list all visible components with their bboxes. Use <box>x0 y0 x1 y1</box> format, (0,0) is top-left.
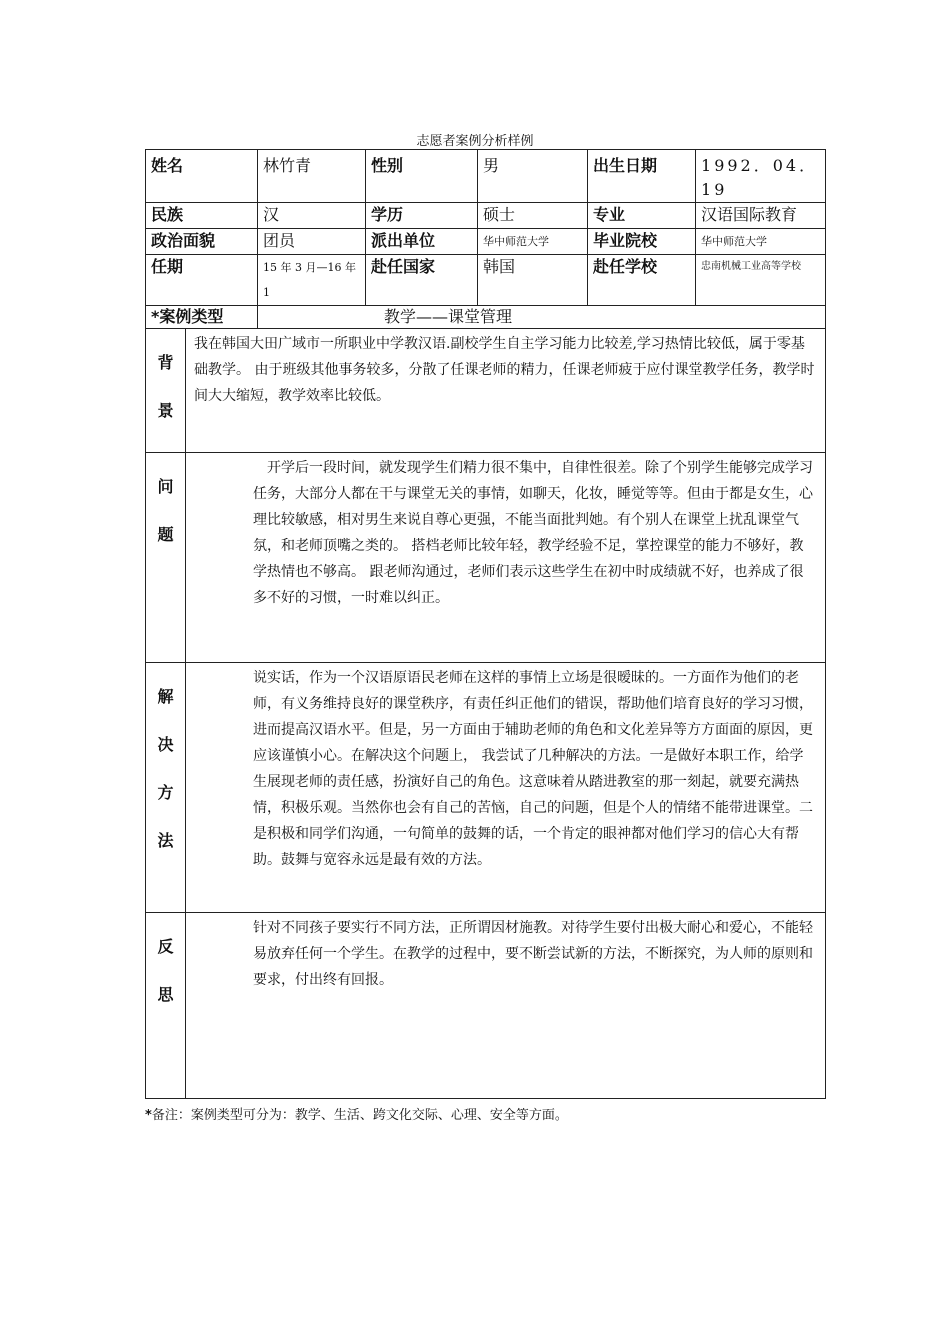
term-label: 任期 <box>146 255 258 306</box>
name-value: 林竹青 <box>258 150 366 203</box>
dispatch-value: 华中师范大学 <box>478 229 588 255</box>
solution-char-2: 决 <box>157 735 174 754</box>
grad-value: 华中师范大学 <box>696 229 826 255</box>
section-reflection <box>146 913 826 1099</box>
case-type-label: *案例类型 <box>146 306 258 329</box>
ethnic-label: 民族 <box>146 203 258 229</box>
section-problem <box>146 453 826 663</box>
dispatch-label: 派出单位 <box>366 229 478 255</box>
page-title: 志愿者案例分析样例 <box>416 134 534 149</box>
section-solution <box>146 663 826 913</box>
ethnic-value: 汉 <box>258 203 366 229</box>
row-name <box>146 150 826 203</box>
row-term <box>146 255 826 306</box>
footnote-text: 备注：案例类型可分为：教学、生活、跨文化交际、心理、安全等方面。 <box>151 1108 568 1123</box>
name-label: 姓名 <box>146 150 258 203</box>
background-text: 我在韩国大田广域市一所职业中学教汉语.副校学生自主学习能力比较差,学习热情比较低，属于零基础教学。 由于班级其他事务较多，分散了任课老师的精力，任课老师疲于应付课堂教学任务，教学时间大大缩短，教学效率比较低。 <box>186 329 826 453</box>
problem-char-1: 问 <box>157 477 174 496</box>
row-case-type <box>146 306 826 329</box>
reflection-heading <box>146 913 186 1099</box>
row-political <box>146 229 826 255</box>
problem-char-2: 题 <box>157 525 174 544</box>
degree-label: 学历 <box>366 203 478 229</box>
footnote-star: * <box>145 1108 152 1123</box>
reflection-text: 针对不同孩子要实行不同方法，正所谓因材施教。对待学生要付出极大耐心和爱心，不能轻易放弃任何一个学生。在教学的过程中，要不断尝试新的方法，不断探究，为人师的原则和要求，付出终有回报。 <box>186 913 826 1099</box>
problem-text: 开学后一段时间，就发现学生们精力很不集中，自律性很差。除了个别学生能够完成学习任务，大部分人都在干与课堂无关的事情，如聊天，化妆，睡觉等等。但由于都是女生，心理比较敏感，相对男生来说自尊心更强，不能当面批判她。有个别人在课堂上扰乱课堂气氛，和老师顶嘴之类的。 搭档老师比较年轻，教学经验不足，掌控课堂的能力不够好，教学热情也不够高。 跟老师沟通过，老师们表示这些学生在初中时成绩就不好，也养成了很多不好的习惯，一时难以纠正。 <box>186 453 826 663</box>
major-value: 汉语国际教育 <box>696 203 826 229</box>
case-form-table <box>145 149 826 1099</box>
background-char-1: 背 <box>157 353 174 372</box>
school-value: 忠南机械工业高等学校 <box>696 255 826 306</box>
background-heading <box>146 329 186 453</box>
section-background <box>146 329 826 453</box>
country-value: 韩国 <box>478 255 588 306</box>
political-label: 政治面貌 <box>146 229 258 255</box>
birth-label: 出生日期 <box>588 150 696 203</box>
gender-value: 男 <box>478 150 588 203</box>
case-type-value: 教学——课堂管理 <box>258 306 826 329</box>
solution-char-4: 法 <box>157 831 174 850</box>
birth-value: 1992．04．19 <box>696 150 826 203</box>
reflection-char-2: 思 <box>157 985 174 1004</box>
solution-char-1: 解 <box>157 687 174 706</box>
major-label: 专业 <box>588 203 696 229</box>
solution-char-3: 方 <box>157 783 174 802</box>
country-label: 赴任国家 <box>366 255 478 306</box>
grad-label: 毕业院校 <box>588 229 696 255</box>
reflection-char-1: 反 <box>157 937 174 956</box>
degree-value: 硕士 <box>478 203 588 229</box>
gender-label: 性别 <box>366 150 478 203</box>
row-ethnic <box>146 203 826 229</box>
solution-heading <box>146 663 186 913</box>
footnote <box>145 1104 568 1123</box>
solution-text: 说实话，作为一个汉语原语民老师在这样的事情上立场是很暧昧的。一方面作为他们的老师，有义务维持良好的课堂秩序，有责任纠正他们的错误，帮助他们培育良好的学习习惯，进而提高汉语水平。但是，另一方面由于辅助老师的角色和文化差异等方方面面的原因，更应该谨慎小心。在解决这个问题上， 我尝试了几种解决的方法。一是做好本职工作，给学生展现老师的责任感，扮演好自己的角色。这意味着从踏进教室的那一刻起，就要充满热情，积极乐观。当然你也会有自己的苦恼，自己的问题，但是个人的情绪不能带进课堂。二是积极和同学们沟通，一句简单的鼓舞的话，一个肯定的眼神都对他们学习的信心大有帮助。鼓舞与宽容永远是最有效的方法。 <box>186 663 826 913</box>
term-value: 15 年 3 月—16 年1 <box>258 255 366 306</box>
school-label: 赴任学校 <box>588 255 696 306</box>
background-char-2: 景 <box>157 401 174 420</box>
political-value: 团员 <box>258 229 366 255</box>
problem-heading <box>146 453 186 663</box>
